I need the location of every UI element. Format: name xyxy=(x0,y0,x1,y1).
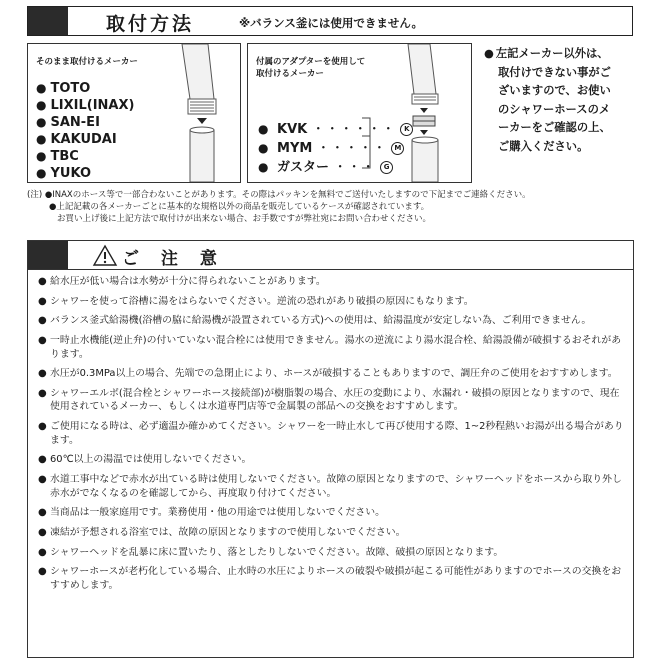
install-method-header xyxy=(27,6,633,36)
maker-item: ● KAKUDAI xyxy=(36,131,134,148)
adapter-maker-kvk xyxy=(258,120,413,139)
maker-item: ● SAN-EI xyxy=(36,114,134,131)
caution-item: ● シャワーヘッドを乱暴に床に置いたり、落としたりしないでください。故障、破損の原因となります。 xyxy=(38,546,628,560)
leader-dots: ・・・・・・ xyxy=(311,122,396,137)
adapter-badge-k: K xyxy=(400,123,413,136)
caution-item: ● 当商品は一般家庭用です。業務使用・他の用途では使用しないでください。 xyxy=(38,506,628,520)
note-line: 左記メーカー以外は、 xyxy=(495,47,609,60)
caution-item: ● ご使用になる時は、必ず適温か確かめてください。シャワーを一時止水して再び使用する際、1~2秒程熱いお湯が出る場合があります。 xyxy=(38,420,628,447)
adapter-fit-label-2: 取付けるメーカー xyxy=(256,69,324,79)
caution-list xyxy=(38,275,628,598)
adapter-badge-m: M xyxy=(391,142,404,155)
adapter-badge-g: G xyxy=(380,161,393,174)
caution-item: ● 一時止水機能(逆止弁)の付いていない混合栓には使用できません。湯水の逆流により湯水混合栓、給湯設備が破損するおそれがあります。 xyxy=(38,334,628,361)
caution-item: ● 給水圧が低い場合は水勢が十分に得られないことがあります。 xyxy=(38,275,628,289)
caution-section xyxy=(27,240,634,658)
maker-item: ● TOTO xyxy=(36,80,134,97)
note-line: ーカーをご確認の上、 xyxy=(498,121,611,134)
footnote-line: お買い上げ後に上記方法で取付けが出来ない場合、お手数ですが弊社宛にお問い合わせください。 xyxy=(57,214,432,224)
caution-divider xyxy=(28,269,633,270)
adapter-ring-icon xyxy=(413,116,435,126)
shower-hose-connector-icon xyxy=(168,44,238,182)
adapter-maker-mym xyxy=(258,139,413,158)
maker-item: ● TBC xyxy=(36,148,134,165)
note-bullet: ● xyxy=(484,47,494,60)
caution-item: ● 水圧が0.3MPa以上の場合、先端での急閉止により、ホースが破損することもありますので、調圧弁のご使用をおすすめします。 xyxy=(38,367,628,381)
maker-name: MYM xyxy=(277,141,313,156)
caution-tab-block xyxy=(28,241,68,269)
bracket-line-icon xyxy=(358,114,378,172)
caution-item: ● バランス釜式給湯機(浴槽の脇に給湯機が設置されている方式)への使用は、給湯温度が安定しない為、ご利用できません。 xyxy=(38,314,628,328)
maker-name: KVK xyxy=(277,122,308,137)
leader-dots: ・・・・・ xyxy=(316,141,387,156)
footnote-line: ●上記記載の各メーカーごとに基本的な規格以外の商品を販売しているケースが確認されています。 xyxy=(49,202,430,212)
note-line: ざいますので、お使い xyxy=(498,84,611,97)
caution-item: ● シャワーホースが老朽化している場合、止水時の水圧によりホースの破裂や破損が起こる可能性がありますのでホースの交換をおすすめします。 xyxy=(38,565,628,592)
maker-item: ● LIXIL(INAX) xyxy=(36,97,134,114)
leader-dots: ・・・ xyxy=(333,160,376,175)
caution-title: ご 注 意 xyxy=(122,249,225,269)
maker-item: ● YUKO xyxy=(36,165,134,182)
caution-item: ● 60℃以上の湯温では使用しないでください。 xyxy=(38,453,628,467)
maker-name: ガスター xyxy=(277,160,330,175)
adapter-maker-list xyxy=(258,120,413,177)
note-line: 取付けできない事がご xyxy=(498,65,611,79)
warning-triangle-icon xyxy=(92,244,118,267)
note-line: ご購入ください。 xyxy=(498,139,589,153)
adapter-fit-label-1: 付属のアダプターを使用して xyxy=(256,57,366,67)
caution-item: ● 凍結が予想される浴室では、故障の原因となりますので使用しないでください。 xyxy=(38,526,628,540)
caution-item: ● シャワーエルボ(混合栓とシャワーホース接続部)が樹脂製の場合、水圧の変動により、水漏れ・破損の原因となりますので、現在使用されているメーカー、もしくは水道専門店等で金属製の部品への交換をおすすめします。 xyxy=(38,387,628,414)
direct-fit-label: そのまま取付けるメーカー xyxy=(36,57,138,67)
note-line: のシャワーホースのメ xyxy=(498,102,611,116)
direct-maker-list xyxy=(36,80,134,182)
footnotes xyxy=(27,189,637,225)
direct-fit-panel xyxy=(27,43,241,183)
adapter-maker-gastar xyxy=(258,158,413,177)
adapter-fit-panel xyxy=(247,43,472,183)
caution-item: ● シャワーを使って浴槽に湯をはらないでください。逆流の恐れがあり破損の原因にもなります。 xyxy=(38,295,628,309)
page-title: 取付方法 xyxy=(106,13,195,35)
header-tab-block xyxy=(28,7,68,35)
balance-note: ※バランス釜には使用できません。 xyxy=(239,16,424,30)
caution-item: ● 水道工事中などで赤水が出ている時は使用しないでください。故障の原因となりますので、シャワーヘッドをホースから取り外し赤水がでなくなるのを確認してから、再度取り付けてください。 xyxy=(38,473,628,500)
other-maker-note xyxy=(484,45,634,156)
footnote-line: (注) ●INAXのホース等で一部合わないことがあります。その際はパッキンを無料でご送付いたしますので下記までご連絡ください。 xyxy=(27,190,531,200)
shower-hose-connector-icon xyxy=(396,44,471,182)
